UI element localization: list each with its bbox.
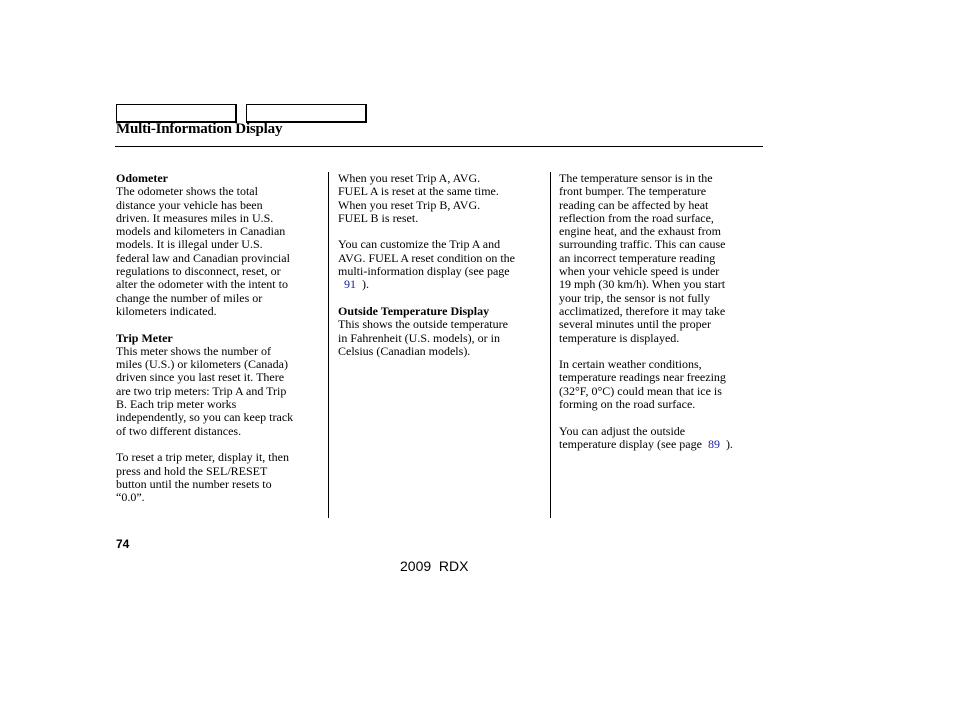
- text-line: temperature readings near freezing: [559, 370, 726, 385]
- text-line: To reset a trip meter, display it, then: [116, 450, 289, 465]
- text-line: The temperature sensor is in the: [559, 171, 713, 185]
- text-line: when your vehicle speed is under: [559, 264, 720, 279]
- text-line: driven. It measures miles in U.S.: [116, 210, 274, 225]
- text-line: kilometers indicated.: [116, 303, 217, 318]
- text-line: In certain weather conditions,: [559, 357, 702, 372]
- text-line: This shows the outside temperature: [338, 317, 508, 332]
- text-line: You can customize the Trip A and: [338, 237, 501, 252]
- page-ref-line: [559, 438, 759, 451]
- paragraph-gap: [559, 411, 759, 424]
- column-divider-1: [328, 172, 329, 518]
- text-line: are two trip meters: Trip A and Trip: [116, 383, 287, 398]
- text-line: temperature is displayed.: [559, 330, 680, 345]
- text-line: several minutes until the proper: [559, 317, 711, 332]
- paragraph-gap: [338, 225, 543, 238]
- text-line: models. It is illegal under U.S.: [116, 237, 263, 252]
- paragraph-gap: [116, 318, 322, 331]
- text-line: change the number of miles or: [116, 290, 263, 305]
- text-line: in Fahrenheit (U.S. models), or in: [338, 330, 500, 345]
- text-line: models and kilometers in Canadian: [116, 224, 286, 239]
- text-fragment: temperature display (see page: [559, 436, 702, 451]
- text-line: multi-information display (see page: [338, 264, 510, 279]
- page-ref-line: [338, 278, 543, 291]
- text-line: forming on the road surface.: [559, 397, 696, 412]
- text-line: independently, so you can keep track: [116, 410, 294, 425]
- text-line: You can adjust the outside: [559, 423, 686, 438]
- text-line: distance your vehicle has been: [116, 197, 263, 212]
- page-number: 74: [116, 537, 130, 551]
- paragraph-gap: [559, 345, 759, 358]
- text-line: driven since you last reset it. There: [116, 370, 285, 385]
- text-line: an incorrect temperature reading: [559, 250, 716, 265]
- text-line: AVG. FUEL A reset condition on the: [338, 250, 515, 265]
- page-link-91[interactable]: 91: [344, 277, 356, 292]
- text-line: reflection from the road surface,: [559, 210, 714, 225]
- model-footer: 2009 RDX: [400, 558, 469, 574]
- text-line: “0.0”.: [116, 490, 145, 505]
- text-line: Celsius (Canadian models).: [338, 343, 471, 358]
- text-line: B. Each trip meter works: [116, 397, 237, 412]
- text-line: miles (U.S.) or kilometers (Canada): [116, 357, 288, 372]
- text-line: of two different distances.: [116, 423, 242, 438]
- odometer-heading: Odometer: [116, 171, 168, 185]
- text-line: (32°F, 0°C) could mean that ice is: [559, 383, 722, 398]
- column-3: [559, 172, 759, 451]
- text-line: federal law and Canadian provincial: [116, 250, 290, 265]
- text-line: FUEL B is reset.: [338, 210, 419, 225]
- text-line: reading can be affected by heat: [559, 197, 709, 212]
- text-line: When you reset Trip A, AVG.: [338, 171, 481, 185]
- page-link-89[interactable]: 89: [707, 436, 720, 451]
- text-line: regulations to disconnect, reset, or: [116, 264, 281, 279]
- text-line: button until the number resets to: [116, 476, 272, 491]
- column-2: [338, 172, 543, 358]
- text-line: press and hold the SEL/RESET: [116, 463, 268, 478]
- text-line: alter the odometer with the intent to: [116, 277, 288, 292]
- text-line: surrounding traffic. This can cause: [559, 237, 726, 252]
- text-line: When you reset Trip B, AVG.: [338, 197, 481, 212]
- trip-meter-heading: Trip Meter: [116, 330, 173, 345]
- text-line: front bumper. The temperature: [559, 184, 707, 199]
- outside-temp-heading: Outside Temperature Display: [338, 303, 490, 318]
- column-divider-2: [550, 172, 551, 518]
- paragraph-gap: [116, 438, 322, 451]
- text-fragment: ).: [725, 436, 733, 451]
- text-line: FUEL A is reset at the same time.: [338, 184, 499, 199]
- column-1: [116, 172, 322, 504]
- paragraph-gap: [338, 292, 543, 305]
- text-line: acclimatized, therefore it may take: [559, 303, 726, 318]
- title-divider: [115, 146, 763, 147]
- text-line: The odometer shows the total: [116, 184, 258, 199]
- text-line: engine heat, and the exhaust from: [559, 224, 721, 239]
- text-line: This meter shows the number of: [116, 343, 271, 358]
- text-fragment: ).: [362, 277, 369, 292]
- text-line: 19 mph (30 km/h). When you start: [559, 277, 726, 292]
- text-line: your trip, the sensor is not fully: [559, 290, 710, 305]
- page-title: Multi-Information Display: [116, 121, 283, 137]
